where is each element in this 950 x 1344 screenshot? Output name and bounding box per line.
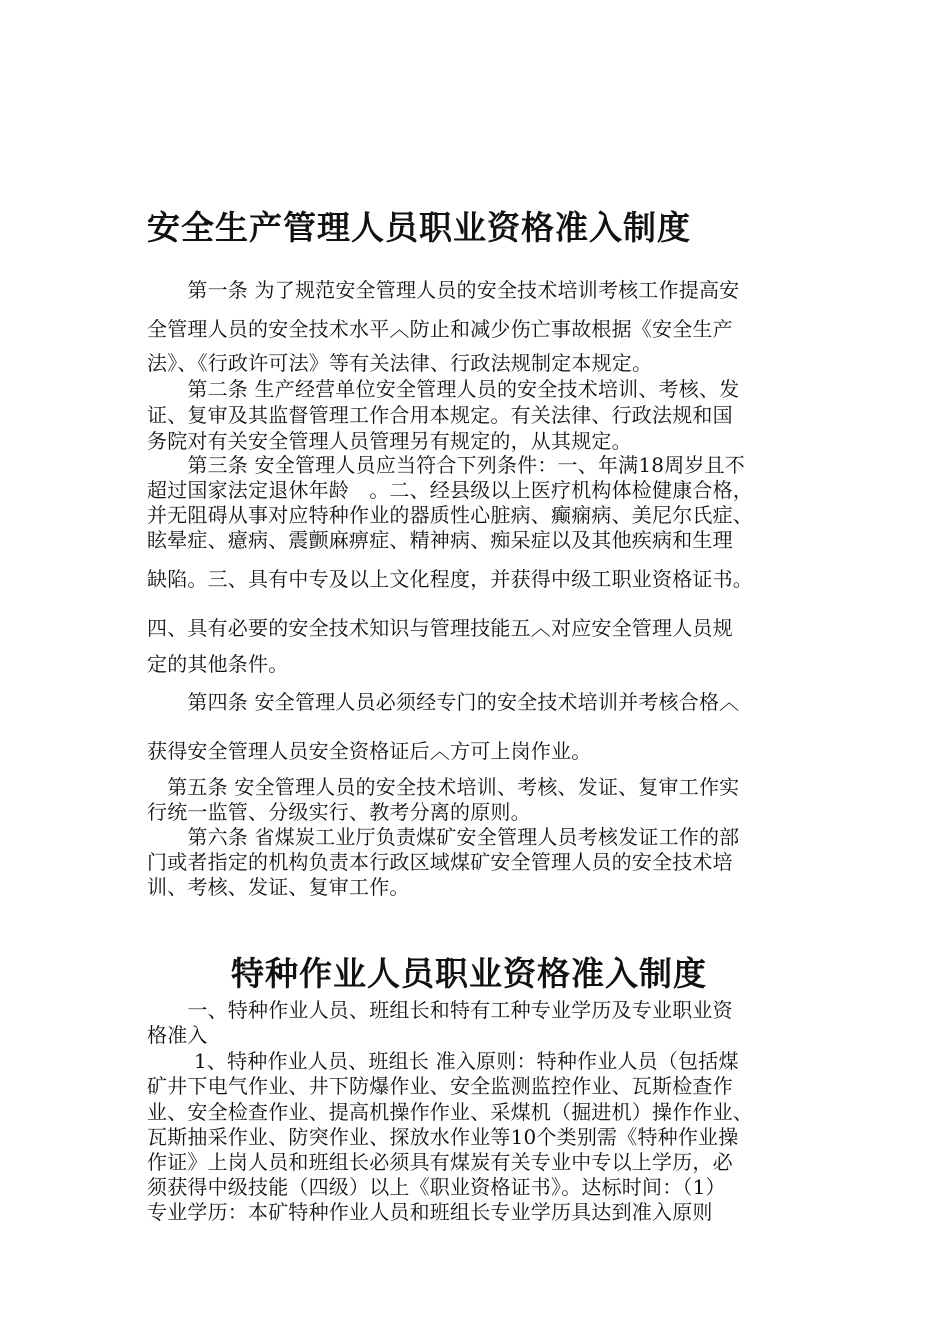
section1-line: 第二条 生产经营单位安全管理人员的安全技术培训、考核、发 <box>147 377 740 401</box>
section2-line: 作证》上岗人员和班组长必须具有煤炭有关专业中专以上学历，必 <box>147 1150 733 1174</box>
section1-line: 全管理人员的安全技术水平︿防止和减少伤亡事故根据《安全生产 <box>147 317 733 341</box>
section2-title: 特种作业人员职业资格准入制度 <box>231 954 707 993</box>
section2-line: 业、安全检查作业、提高机操作作业、采煤机（掘进机）操作作业、 <box>147 1100 753 1124</box>
section1-line: 证、复审及其监督管理工作合用本规定。有关法律、行政法规和国 <box>147 403 733 427</box>
section1-line: 定的其他条件。 <box>147 652 289 676</box>
section2-line: 专业学历：本矿特种作业人员和班组长专业学历具达到准入原则 <box>147 1200 713 1224</box>
section1-line: 第三条 安全管理人员应当符合下列条件：一、年满18周岁且不 <box>147 453 746 477</box>
section1-line: 超过国家法定退休年龄 。二、经县级以上医疗机构体检健康合格， <box>147 478 753 502</box>
section1-line: 门或者指定的机构负责本行政区域煤矿安全管理人员的安全技术培 <box>147 850 733 874</box>
section2-line: 矿井下电气作业、井下防爆作业、安全监测监控作业、瓦斯检查作 <box>147 1074 733 1098</box>
section2-line: 1、特种作业人员、班组长 准入原则：特种作业人员（包括煤 <box>147 1049 739 1073</box>
section1-line: 务院对有关安全管理人员管理另有规定的，从其规定。 <box>147 429 632 453</box>
section2-line: 瓦斯抽采作业、防突作业、探放水作业等10个类别需《特种作业操 <box>147 1125 739 1149</box>
section2-line: 一、特种作业人员、班组长和特有工种专业学历及专业职业资 <box>147 998 733 1022</box>
section1-line: 眩晕症、癔病、震颤麻痹症、精神病、痴呆症以及其他疾病和生理 <box>147 528 733 552</box>
section1-line: 行统一监管、分级实行、教考分离的原则。 <box>147 800 531 824</box>
section1-line: 第一条 为了规范安全管理人员的安全技术培训考核工作提高安 <box>147 278 740 302</box>
section1-line: 缺陷。三、具有中专及以上文化程度，并获得中级工职业资格证书。 <box>147 567 753 591</box>
section2-line: 须获得中级技能（四级）以上《职业资格证书》。达标时间：（1） <box>147 1175 726 1199</box>
section1-line: 获得安全管理人员安全资格证后︿方可上岗作业。 <box>147 739 592 763</box>
section1-line: 第四条 安全管理人员必须经专门的安全技术培训并考核合格︿ <box>147 690 740 714</box>
section1-line: 并无阻碍从事对应特种作业的器质性心脏病、癫痫病、美尼尔氏症、 <box>147 503 753 527</box>
section1-line: 法》、《行政许可法》等有关法律、行政法规制定本规定。 <box>147 351 653 375</box>
section1-line: 训、考核、发证、复审工作。 <box>147 875 410 899</box>
section1-line: 四、具有必要的安全技术知识与管理技能五︿对应安全管理人员规 <box>147 616 733 640</box>
section1-line: 第六条 省煤炭工业厅负责煤矿安全管理人员考核发证工作的部 <box>147 825 740 849</box>
section2-line: 格准入 <box>147 1023 208 1047</box>
section1-line: 第五条 安全管理人员的安全技术培训、考核、发证、复审工作实 <box>147 775 740 799</box>
section1-title: 安全生产管理人员职业资格准入制度 <box>147 208 691 247</box>
